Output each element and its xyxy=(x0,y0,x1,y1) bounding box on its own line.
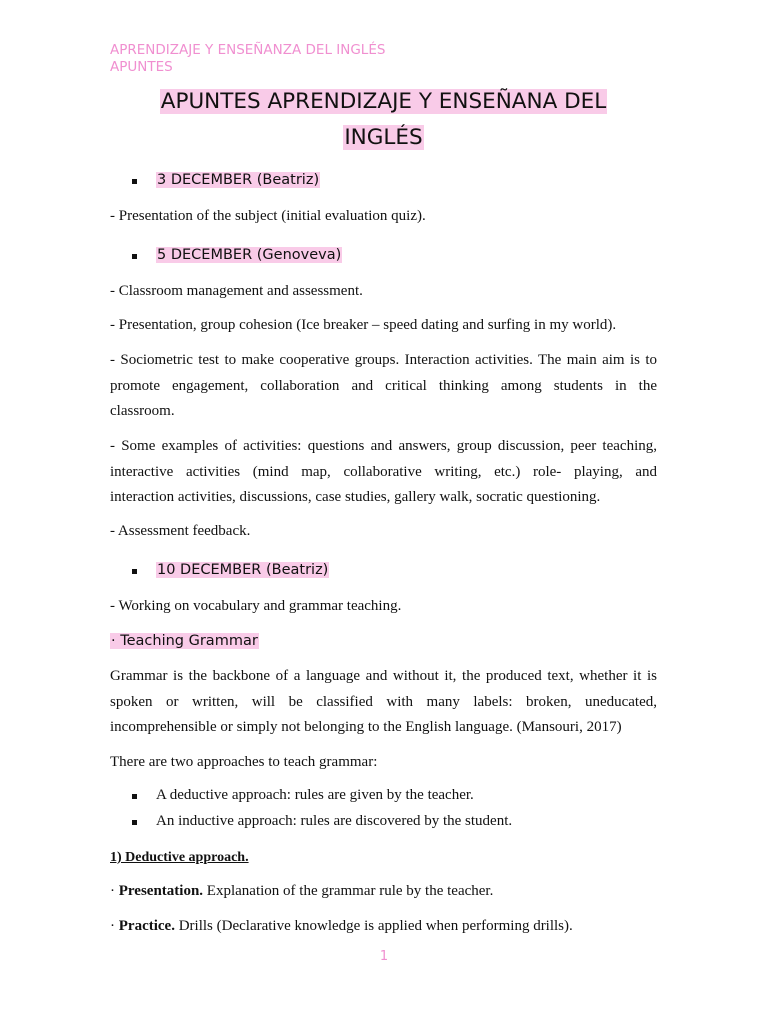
header-line-1: APRENDIZAJE Y ENSEÑANZA DEL INGLÉS xyxy=(110,42,386,58)
definition: Explanation of the grammar rule by the teacher. xyxy=(203,883,494,899)
paragraph xyxy=(110,879,657,905)
paragraph xyxy=(110,914,657,940)
subheading-wrap xyxy=(110,629,657,655)
paragraph: - Working on vocabulary and grammar teaching. xyxy=(110,598,402,614)
paragraph-line: - Sociometric test to make cooperative groups. Interaction activities. The main aim is to xyxy=(110,352,657,368)
paragraph-line: Grammar is the backbone of a language and without it, the produced text, whether it is xyxy=(110,668,657,684)
paragraph: - Classroom management and assessment. xyxy=(110,283,363,299)
paragraph-line: spoken or written, will be classified with many labels: broken, uneducated, xyxy=(110,693,657,710)
paragraph-line: interaction activities, discussions, case studies, gallery walk, socratic questioning. xyxy=(110,489,601,505)
session-heading: 3 DECEMBER (Beatriz) xyxy=(157,172,320,188)
paragraph: - Assessment feedback. xyxy=(110,523,251,539)
paragraph: - Presentation, group cohesion (Ice breaker – speed dating and surfing in my world). xyxy=(110,317,617,333)
bullet-dot: · xyxy=(110,918,119,934)
section-heading: 1) Deductive approach. xyxy=(110,850,249,865)
paragraph-line: interactive activities (mind map, collaborative writing, etc.) role- playing, and xyxy=(110,463,657,480)
paragraph-line: classroom. xyxy=(110,403,175,419)
bullet-square xyxy=(132,179,137,184)
term: Presentation. xyxy=(118,883,204,899)
subheading: · Teaching Grammar xyxy=(111,633,258,649)
bullet-square xyxy=(132,794,137,799)
section-heading-wrap xyxy=(110,845,657,871)
bullet-square xyxy=(132,569,137,574)
paragraph-line: promote engagement, collaboration and critical thinking among students in the xyxy=(110,377,657,394)
bullet-square xyxy=(132,254,137,259)
paragraph: - Presentation of the subject (initial evaluation quiz). xyxy=(110,208,426,224)
paragraph xyxy=(110,664,657,741)
paragraph-line: incomprehensible or simply not belonging to the English language. (Mansouri, 2017) xyxy=(110,719,622,735)
header-line-2: APUNTES xyxy=(110,59,173,75)
list-item-text: A deductive approach: rules are given by the teacher. xyxy=(156,787,474,803)
running-header xyxy=(110,42,385,76)
session-heading: 10 DECEMBER (Beatriz) xyxy=(157,562,329,578)
term: Practice. xyxy=(118,918,175,934)
title-line-1: APUNTES APRENDIZAJE Y ENSEÑANA DEL xyxy=(160,89,607,114)
paragraph xyxy=(110,434,657,511)
list-item-text: An inductive approach: rules are discovered by the student. xyxy=(156,813,513,829)
document-title xyxy=(110,84,657,156)
bullet-dot: · xyxy=(110,883,119,899)
paragraph xyxy=(110,348,657,425)
definition: Drills (Declarative knowledge is applied when performing drills). xyxy=(174,918,573,934)
bullet-square xyxy=(132,820,137,825)
title-line-2: INGLÉS xyxy=(344,125,423,150)
session-heading: 5 DECEMBER (Genoveva) xyxy=(157,247,342,263)
paragraph: There are two approaches to teach grammar: xyxy=(110,754,378,770)
paragraph-line: - Some examples of activities: questions and answers, group discussion, peer teaching, xyxy=(110,438,657,454)
page-number: 1 xyxy=(379,949,389,964)
